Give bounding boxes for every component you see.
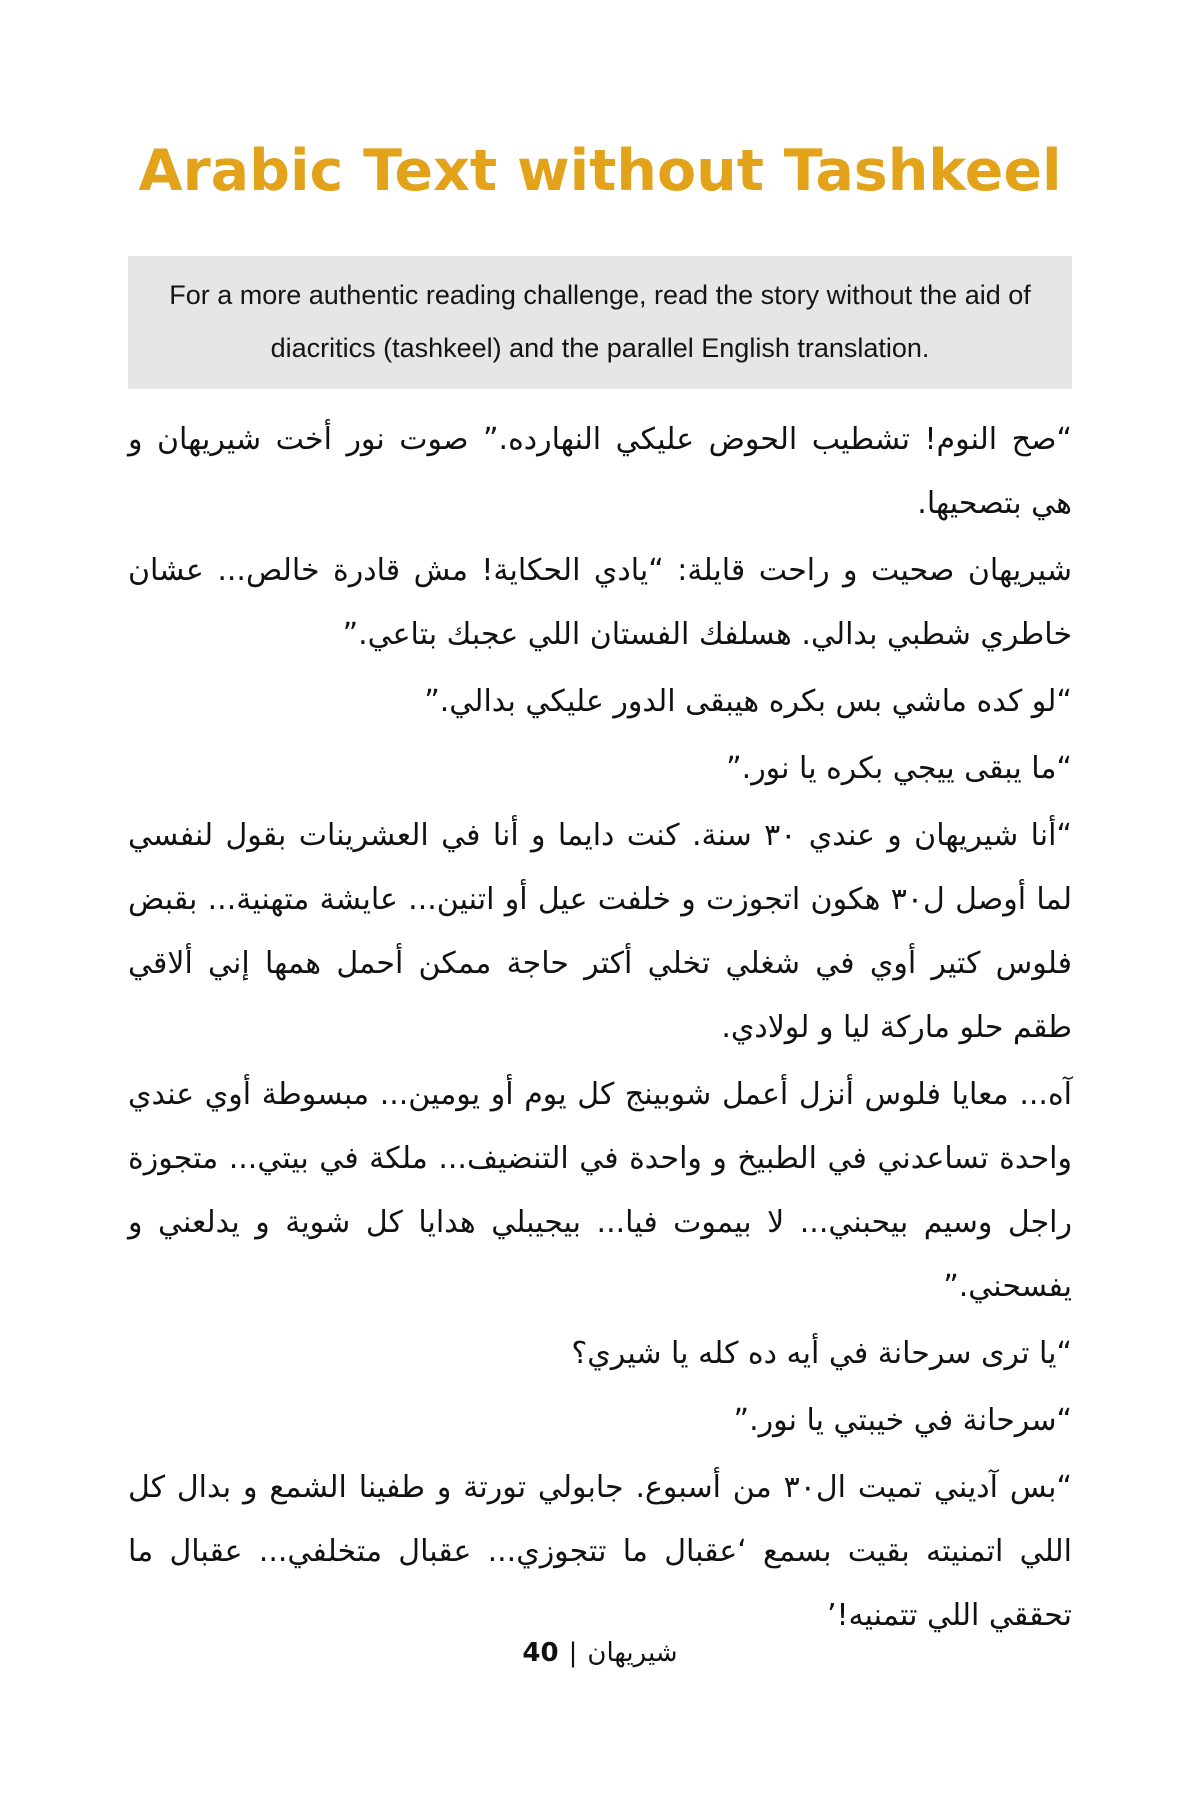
page-title: Arabic Text without Tashkeel [138, 138, 1062, 204]
footer-page-number: 40 [522, 1638, 559, 1668]
story-text [128, 408, 1072, 1648]
story-paragraph: “سرحانة في خيبتي يا نور.” [733, 1403, 1072, 1438]
story-paragraph: “صح النوم! تشطيب الحوض عليكي النهارده.” صوت نور أخت شيريهان و هي بتصحيها. [128, 422, 1072, 521]
story-paragraph: “لو كده ماشي بس بكره هيبقى الدور عليكي بدالي.” [424, 684, 1072, 719]
page-footer [0, 1638, 1200, 1668]
story-paragraph: “ما يبقى ييجي بكره يا نور.” [726, 751, 1072, 786]
story-paragraph: “بس آديني تميت ال٣٠ من أسبوع. جابولي تورتة و طفينا الشمع و بدال كل اللي اتمنيته بقيت بسمع ‘عقبال ما تتجوزي... عقبال متخلفي... عقبال ما تحققي اللي تتمنيه!’ [128, 1470, 1072, 1633]
story-paragraph: آه... معايا فلوس أنزل أعمل شوبينج كل يوم أو يومين... مبسوطة أوي عندي واحدة تساعدني في الطبيخ و واحدة في التنضيف... ملكة في بيتي... متجوزة راجل وسيم بيحبني... لا بيموت فيا... بيجيبلي هدايا كل شوية و يدلعني و يفسحني.” [128, 1077, 1072, 1304]
footer-book-title: شيريهان [587, 1638, 678, 1668]
story-paragraph: شيريهان صحيت و راحت قايلة: “يادي الحكاية! مش قادرة خالص... عشان خاطري شطبي بدالي. هسلفك الفستان اللي عجبك بتاعي.” [128, 553, 1072, 652]
story-paragraph: “أنا شيريهان و عندي ٣٠ سنة. كنت دايما و أنا في العشرينات بقول لنفسي لما أوصل ل٣٠ هكون اتجوزت و خلفت عيل أو اتنين... عايشة متهنية... بقبض فلوس كتير أوي في شغلي تخلي أكتر حاجة ممكن أحمل همها إني ألاقي طقم حلو ماركة ليا و لولادي. [128, 818, 1073, 1045]
footer-separator: | [568, 1638, 578, 1668]
story-paragraph: “يا ترى سرحانة في أيه ده كله يا شيري؟ [571, 1336, 1072, 1371]
intro-note: For a more authentic reading challenge, read the story without the aid of diacritics (tashkeel) and the parallel English translation. [128, 256, 1072, 389]
